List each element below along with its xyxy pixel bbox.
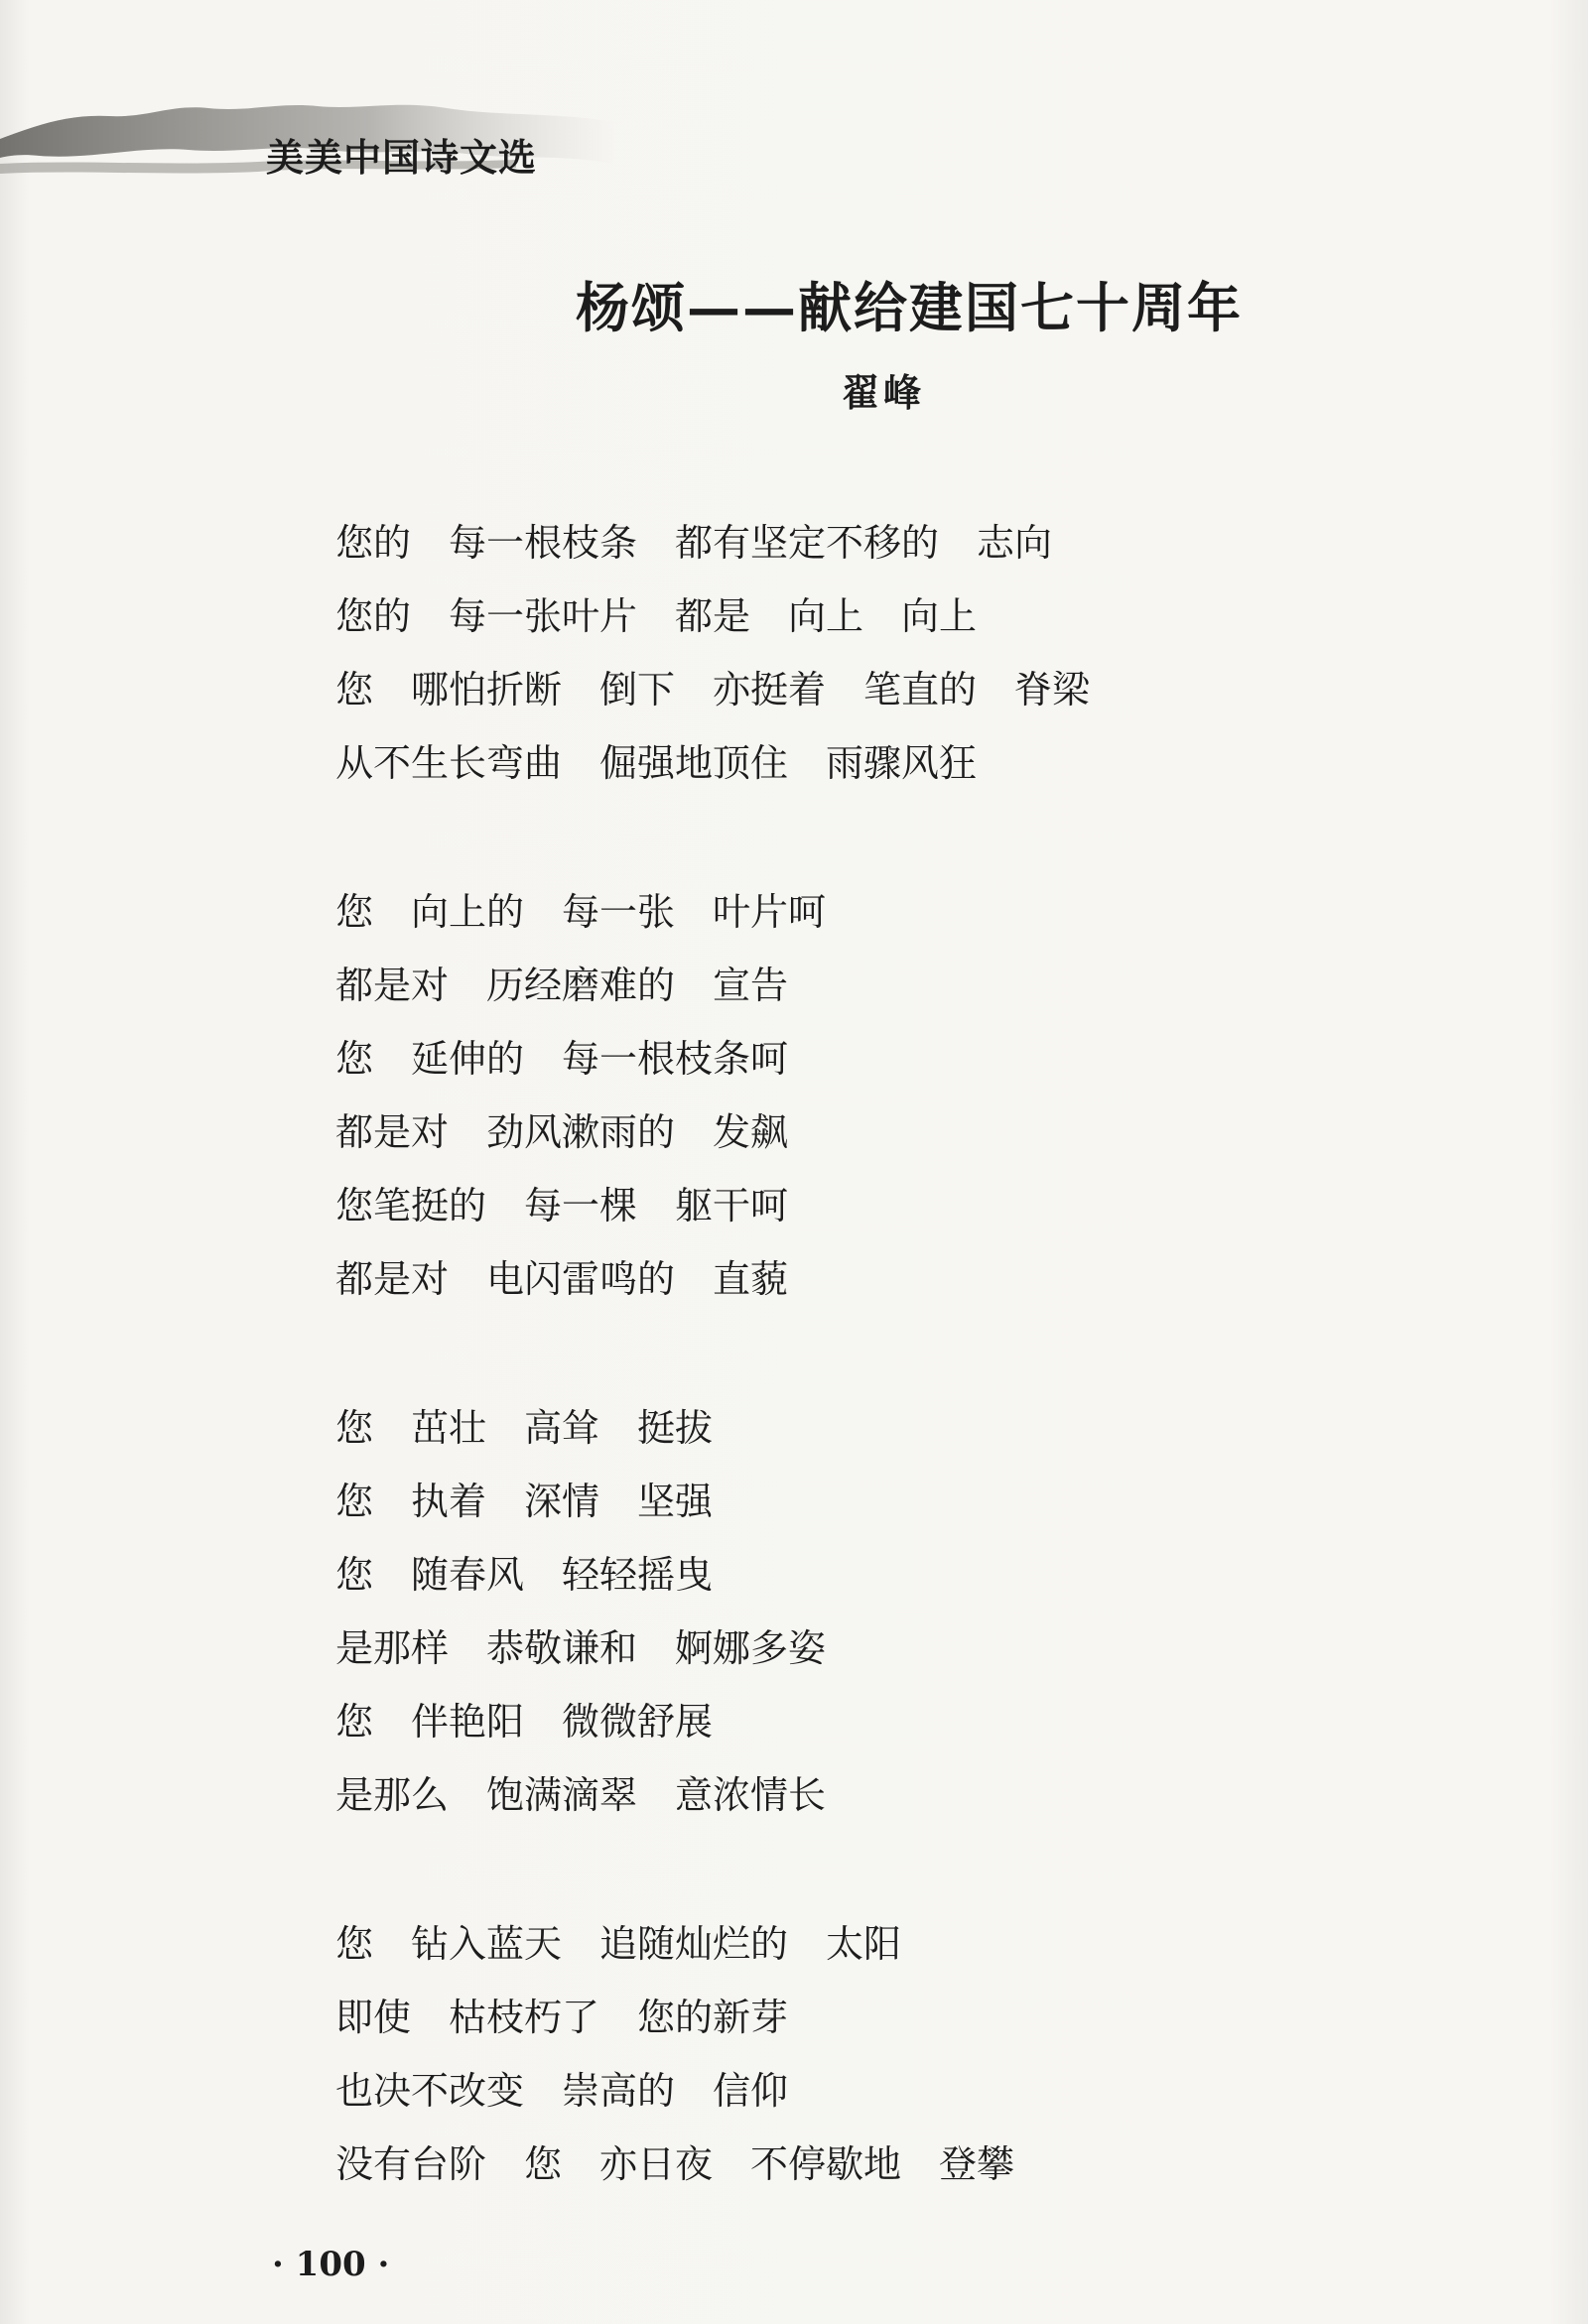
poem-line: 您笔挺的 每一棵 躯干呵: [335, 1184, 789, 1227]
poem-line: 您 钻入蓝天 追随灿烂的 太阳: [335, 1922, 902, 1966]
stanza: [335, 875, 1328, 1316]
poem-line: 从不生长弯曲 倔强地顶住 雨骤风狂: [335, 741, 978, 785]
running-title: 美美中国诗文选: [266, 136, 538, 180]
poem-author: 翟峰: [842, 370, 926, 415]
poem-line: 您的 每一张叶片 都是 向上 向上: [335, 594, 978, 638]
poem-line: 您 随春风 轻轻摇曳: [335, 1553, 714, 1597]
poem-line: 都是对 历经磨难的 宣告: [335, 964, 789, 1007]
poem-line: 都是对 电闪雷鸣的 直藐: [335, 1257, 789, 1301]
poem-line: 您 延伸的 每一根枝条呵: [335, 1037, 789, 1081]
stanza: [335, 1391, 1328, 1832]
poem-line: 您 向上的 每一张 叶片呵: [335, 890, 827, 934]
poem-line: 是那么 饱满滴翠 意浓情长: [335, 1773, 827, 1817]
poem-line: 即使 枯枝朽了 您的新芽: [335, 1996, 789, 2039]
poem-line: 您 执着 深情 坚强: [335, 1480, 714, 1523]
poem-line: 您 伴艳阳 微微舒展: [335, 1700, 714, 1743]
poem-line: 您 哪怕折断 倒下 亦挺着 笔直的 脊梁: [335, 668, 1091, 711]
poem-line: 没有台阶 您 亦日夜 不停歇地 登攀: [335, 2142, 1015, 2186]
poem-line: 也决不改变 崇高的 信仰: [335, 2069, 789, 2113]
poem-title: 杨颂——献给建国七十周年: [576, 276, 1243, 339]
poem-line: 您 茁壮 高耸 挺拔: [335, 1406, 714, 1450]
poem-body: [335, 506, 1328, 2276]
poem-line: 是那样 恭敬谦和 婀娜多姿: [335, 1626, 827, 1670]
poem-line: 您的 每一根枝条 都有坚定不移的 志向: [335, 521, 1053, 565]
page-number: · 100 ·: [272, 2245, 390, 2284]
poem-line: 都是对 劲风漱雨的 发飙: [335, 1110, 789, 1154]
stanza: [335, 506, 1328, 800]
stanza: [335, 1907, 1328, 2201]
